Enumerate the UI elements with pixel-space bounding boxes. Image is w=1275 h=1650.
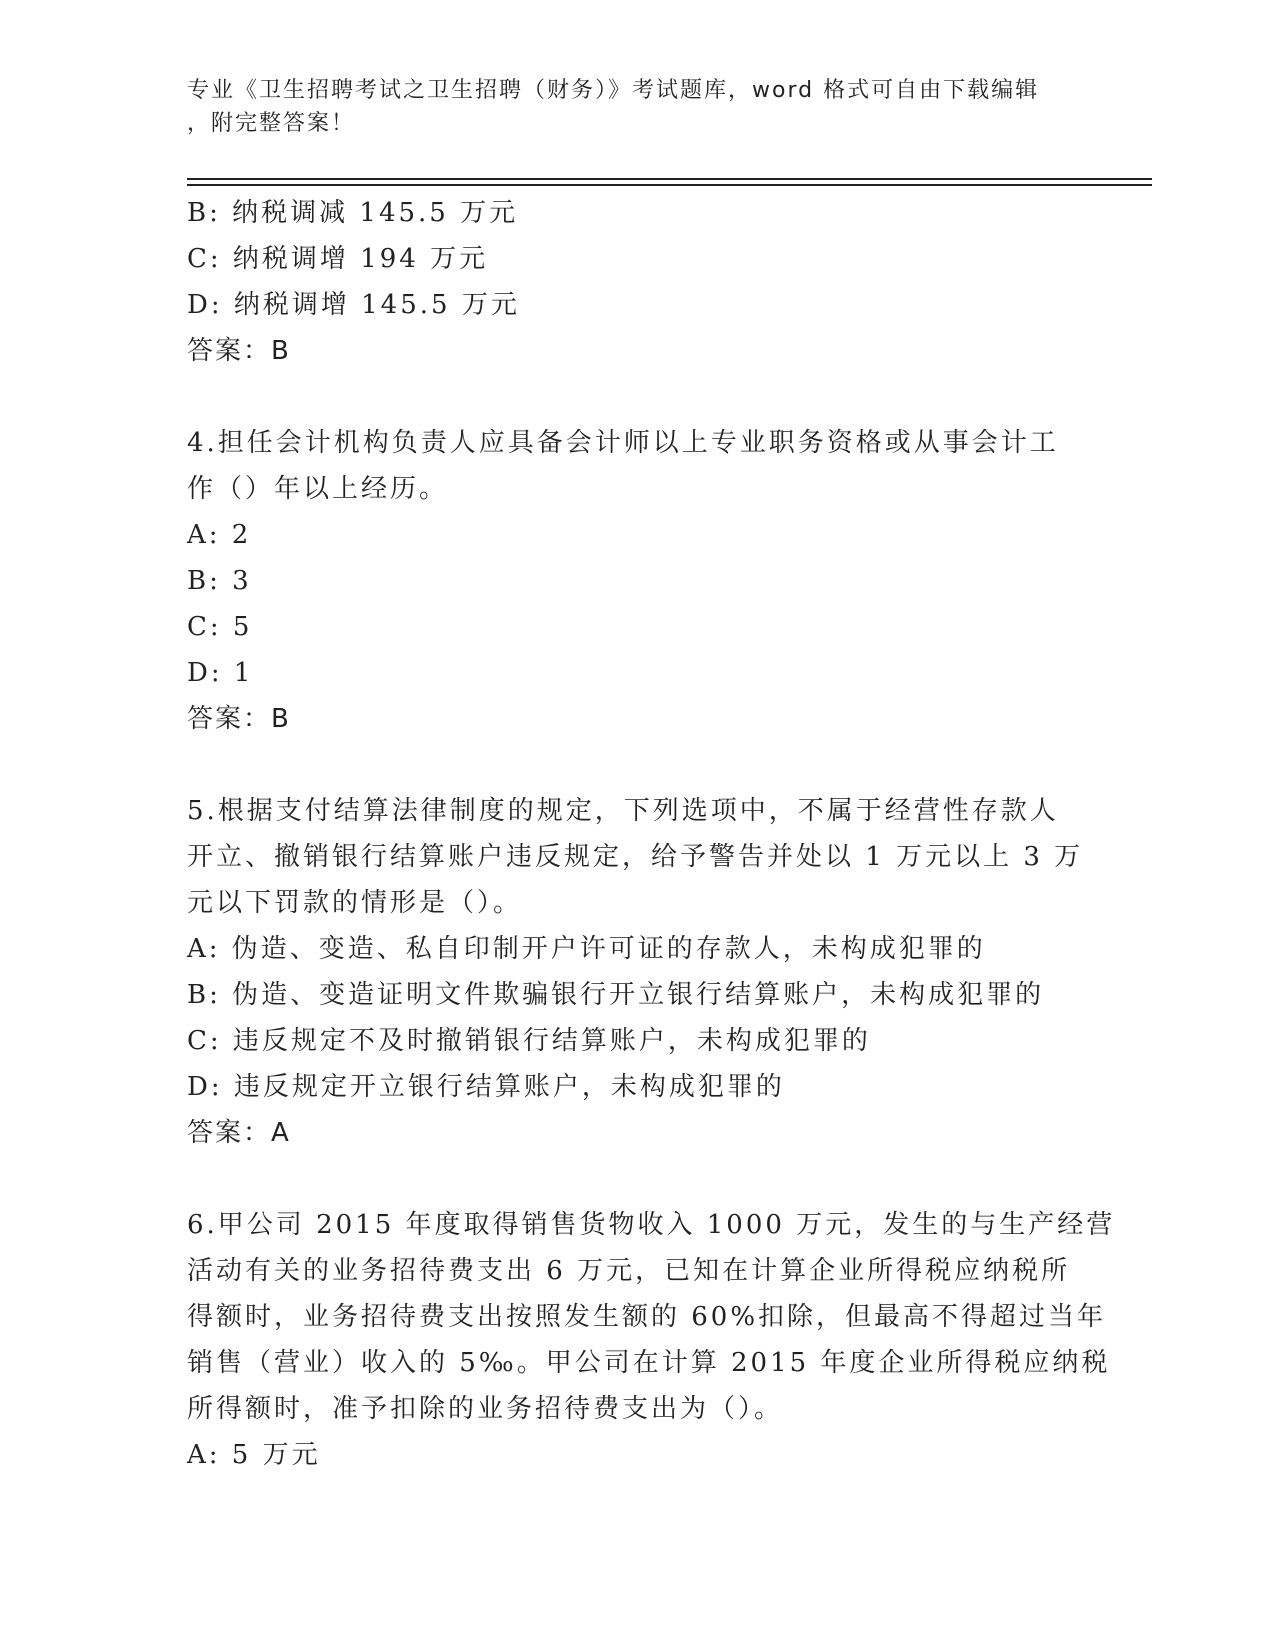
option-c: C: 违反规定不及时撤销银行结算账户，未构成犯罪的 xyxy=(187,1026,871,1056)
question-5 xyxy=(187,788,1087,1156)
option-b: B: 伪造、变造证明文件欺骗银行开立银行结算账户，未构成犯罪的 xyxy=(187,980,1045,1010)
header-title-line1: 专业《卫生招聘考试之卫生招聘（财务）》考试题库，word 格式可自由下载编辑 xyxy=(187,78,1040,103)
option-d: D: 纳税调增 145.5 万元 xyxy=(187,290,520,320)
answer-line: 答案：B xyxy=(187,704,291,734)
question-stem-line: 开立、撤销银行结算账户违反规定，给予警告并处以 1 万元以上 3 万 xyxy=(187,842,1084,872)
question-stem-line: 4.担任会计机构负责人应具备会计师以上专业职务资格或从事会计工 xyxy=(187,428,1059,458)
question-stem-line: 5.根据支付结算法律制度的规定，下列选项中，不属于经营性存款人 xyxy=(187,796,1059,826)
header-rule-top xyxy=(187,178,1152,180)
header-title-line2: ，附完整答案！ xyxy=(187,111,356,136)
option-b: B: 3 xyxy=(187,566,252,596)
option-c: C: 纳税调增 194 万元 xyxy=(187,244,489,274)
option-a: A: 5 万元 xyxy=(187,1440,321,1470)
option-d: D: 1 xyxy=(187,658,254,688)
header-rule-bottom xyxy=(187,184,1152,186)
question-stem-line: 得额时，业务招待费支出按照发生额的 60%扣除，但最高不得超过当年 xyxy=(187,1302,1107,1332)
document-header xyxy=(187,74,1067,140)
question-stem-line: 元以下罚款的情形是（）。 xyxy=(187,888,523,918)
question-stem-line: 活动有关的业务招待费支出 6 万元，已知在计算企业所得税应纳税所 xyxy=(187,1256,1071,1286)
option-a: A: 2 xyxy=(187,520,252,550)
question-6 xyxy=(187,1202,1116,1478)
option-d: D: 违反规定开立银行结算账户，未构成犯罪的 xyxy=(187,1072,785,1102)
option-a: A: 伪造、变造、私自印制开户许可证的存款人，未构成犯罪的 xyxy=(187,934,986,964)
question-stem-line: 销售（营业）收入的 5‰。甲公司在计算 2015 年度企业所得税应纳税 xyxy=(187,1348,1111,1378)
question-stem-line: 作（）年以上经历。 xyxy=(187,474,449,504)
option-c: C: 5 xyxy=(187,612,253,642)
question-stem-line: 6.甲公司 2015 年度取得销售货物收入 1000 万元，发生的与生产经营 xyxy=(187,1210,1116,1240)
question-3 xyxy=(187,190,1087,374)
answer-line: 答案：A xyxy=(187,1118,291,1148)
question-list xyxy=(187,190,1116,1478)
question-stem-line: 所得额时，准予扣除的业务招待费支出为（）。 xyxy=(187,1394,784,1424)
question-4 xyxy=(187,420,1087,742)
option-b: B: 纳税调减 145.5 万元 xyxy=(187,198,519,228)
answer-line: 答案：B xyxy=(187,336,291,366)
